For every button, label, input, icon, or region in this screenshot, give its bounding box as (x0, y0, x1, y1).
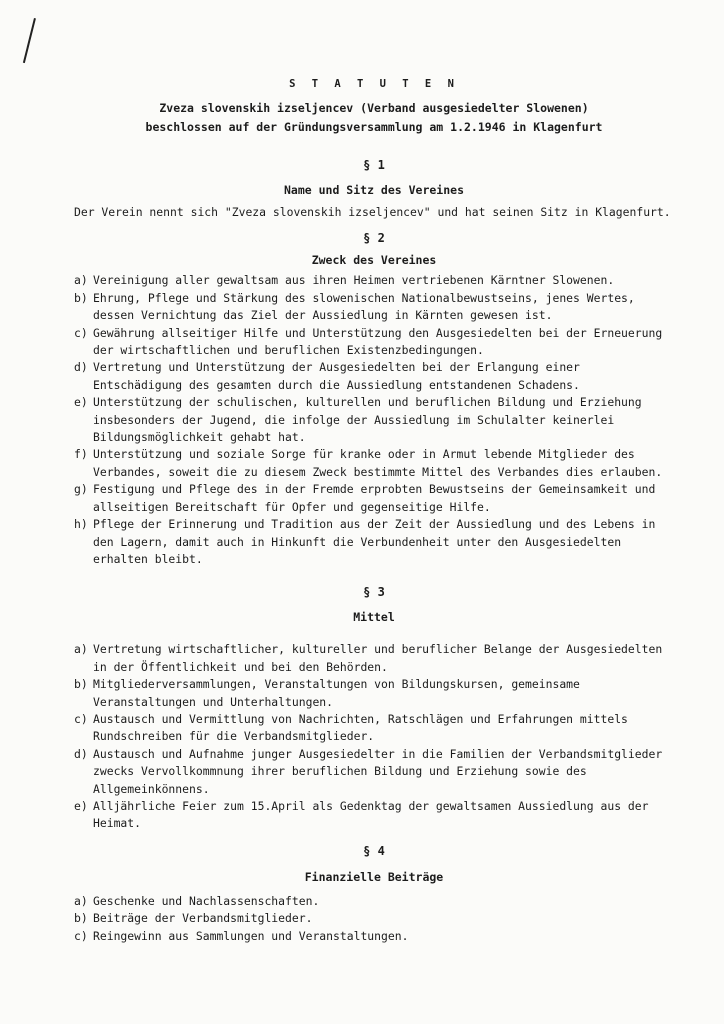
list-item (74, 516, 674, 568)
list-item (74, 446, 674, 481)
item-text: Unterstützung und soziale Sorge für kranke oder in Armut lebende Mitglieder des Verbandes, soweit die zu diesem Zweck bestimmte Mittel des Verbandes dies erlauben. (93, 447, 663, 479)
section-title: Name und Sitz des Vereines (283, 183, 464, 197)
item-text: Beiträge der Verbandsmitglieder. (93, 911, 313, 926)
item-text: Austausch und Aufnahme junger Ausgesiedelter in die Familien der Verbandsmitglieder zwecks Vervollkommnung ihrer beruflichen Bildung und Erziehung sowie des Allgemeinkönnens. (93, 746, 663, 796)
section-title: Finanzielle Beiträge (304, 869, 444, 884)
item-label: e) (74, 798, 88, 813)
section-mark: § 1 (363, 158, 385, 172)
item-text: Ehrung, Pflege und Stärkung des slowenischen Nationalbewustseins, jenes Wertes, dessen Vernichtung das Ziel der Aussiedlung in Kärnten gewesen ist. (93, 290, 635, 323)
item-label: b) (74, 911, 88, 926)
list-item (74, 641, 674, 676)
list-item (74, 711, 674, 746)
item-label: a) (74, 893, 88, 908)
list-item (74, 359, 674, 394)
section-mark: § 4 (363, 843, 385, 858)
list-item (74, 893, 674, 910)
list-item (74, 798, 674, 833)
item-text: Unterstützung der schulischen, kulturellen und beruflichen Bildung und Erziehung insbesonders der Jugend, die infolge der Aussiedlung im Schulalter keinerlei Bildungsmöglichkeit gehabt hat. (93, 395, 642, 445)
section-1 (74, 157, 674, 221)
list-item (74, 272, 674, 289)
item-text: Vertretung und Unterstützung der Ausgesiedelten bei der Erlangung einer Entschädigung des gesamten durch die Aussiedlung entstandenen Schadens. (93, 360, 580, 392)
item-text: Festigung und Pflege des in der Fremde erprobten Bewustseins der Gemeinsamkeit und allseitigen Bereitschaft für Opfer und gegenseitige Hilfe. (93, 482, 656, 514)
document-subtitle-line-1: Zveza slovenskih izseljencev (Verband ausgesiedelter Slowenen) (159, 101, 589, 115)
item-text: Alljährliche Feier zum 15.April als Gedenktag der gewaltsamen Aussiedlung aus der Heimat. (93, 798, 649, 831)
list-item (74, 481, 674, 516)
item-text: Mitgliederversammlungen, Veranstaltungen von Bildungskursen, gemeinsame Veranstaltungen und Unterhaltungen. (93, 677, 580, 709)
section-4 (74, 843, 674, 945)
item-label: b) (74, 677, 88, 692)
item-text: Reingewinn aus Sammlungen und Veranstaltungen. (93, 928, 409, 943)
item-text: Vertretung wirtschaftlicher, kultureller und beruflicher Belange der Ausgesiedelten in der Öffentlichkeit und bei den Behörden. (93, 642, 663, 674)
item-label: c) (74, 928, 88, 943)
item-label: h) (74, 517, 88, 532)
item-label: b) (74, 290, 88, 305)
item-label: f) (74, 447, 88, 462)
list-item (74, 290, 674, 325)
section-3 (74, 584, 674, 832)
statute-text (74, 78, 674, 945)
section-mark: § 3 (363, 585, 385, 600)
item-label: c) (74, 325, 88, 340)
section-title: Mittel (353, 610, 395, 625)
item-label: a) (74, 273, 88, 288)
section-mark: § 2 (363, 231, 385, 246)
list-item (74, 910, 674, 927)
item-label: d) (74, 746, 88, 761)
section-paragraph: Der Verein nennt sich "Zveza slovenskih izseljencev" und hat seinen Sitz in Klagenfurt. (74, 205, 671, 219)
item-label: a) (74, 642, 88, 657)
purpose-list (74, 272, 674, 568)
list-item (74, 928, 674, 945)
list-item (74, 746, 674, 798)
item-text: Vereinigung aller gewaltsam aus ihren Heimen vertriebenen Kärntner Slowenen. (93, 273, 615, 288)
list-item (74, 325, 674, 360)
handwritten-margin-stroke (23, 18, 36, 63)
item-label: c) (74, 711, 88, 726)
means-list (74, 641, 674, 832)
list-item (74, 676, 674, 711)
item-text: Gewährung allseitiger Hilfe und Unterstützung den Ausgesiedelten bei der Erneuerung der wirtschaftlichen und beruflichen Existenzbedingungen. (93, 325, 663, 358)
item-label: d) (74, 360, 88, 375)
document-subtitle-line-2: beschlossen auf der Gründungsversammlung am 1.2.1946 in Klagenfurt (145, 120, 603, 134)
section-2 (74, 230, 674, 568)
list-item (74, 394, 674, 446)
item-label: g) (74, 482, 88, 497)
item-text: Pflege der Erinnerung und Tradition aus der Zeit der Aussiedlung und des Lebens in den Lagern, damit auch in Hinkunft die Verbundenheit unter den Ausgesiedelten erhalten bleibt. (93, 517, 656, 566)
section-title: Zweck des Vereines (311, 253, 437, 268)
document-title: S T A T U T E N (289, 78, 459, 90)
item-label: e) (74, 395, 88, 410)
item-text: Austausch und Vermittlung von Nachrichten, Ratschlägen und Erfahrungen mittels Rundschreiben für die Verbandsmitglieder. (93, 711, 628, 744)
contributions-list (74, 893, 674, 945)
item-text: Geschenke und Nachlassenschaften. (93, 893, 320, 908)
